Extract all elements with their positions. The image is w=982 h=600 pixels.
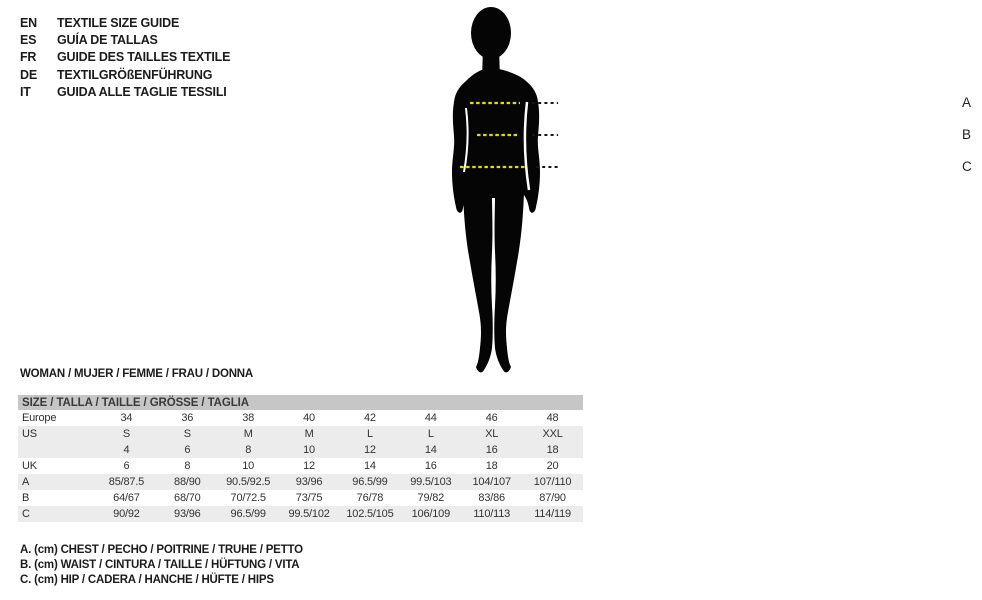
table-cell: 83/86: [478, 492, 505, 504]
table-row: [18, 474, 583, 490]
table-cell: 76/78: [356, 492, 384, 504]
table-cell: 106/109: [400, 506, 461, 522]
table-cell: 18: [522, 442, 583, 458]
table-cell: 8: [184, 460, 191, 472]
language-title: GUÍA DE TALLAS: [57, 32, 158, 47]
legend-line: B. (cm) WAIST / CINTURA / TAILLE / HÜFTUNG / VITA: [20, 558, 300, 571]
table-cell: 4: [96, 442, 157, 458]
table-cell: 10: [242, 460, 255, 472]
table-cell: 96.5/99: [218, 506, 279, 522]
table-cell: 36: [181, 412, 194, 424]
table-cell: 104/107: [461, 474, 522, 490]
table-cell: 102.5/105: [340, 506, 401, 522]
table-cell: 6: [123, 460, 130, 472]
table-cell: 14: [400, 442, 461, 458]
language-code: ES: [20, 32, 37, 47]
table-cell: 99.5/103: [400, 474, 461, 490]
legend-line: A. (cm) CHEST / PECHO / POITRINE / TRUHE / PETTO: [20, 544, 303, 556]
table-cell: 79/82: [417, 492, 445, 504]
table-cell: 90/92: [96, 506, 157, 522]
language-title: GUIDE DES TAILLES TEXTILE: [57, 50, 231, 65]
table-cell: 12: [303, 460, 315, 472]
table-row: [18, 442, 583, 458]
row-label: C: [18, 506, 96, 522]
silhouette-right-leg: [494, 192, 524, 372]
legend-line: C. (cm) HIP / CADERA / HANCHE / HÜFTE / HIPS: [20, 573, 274, 586]
woman-silhouette-graphic: [400, 0, 600, 390]
table-cell: M: [218, 426, 279, 442]
table-cell: 14: [364, 460, 376, 472]
table-cell: XL: [461, 426, 522, 442]
silhouette-torso: [452, 68, 540, 213]
silhouette-left-leg: [463, 192, 493, 372]
table-cell: L: [400, 426, 461, 442]
table-cell: 10: [279, 442, 340, 458]
table-cell: L: [340, 426, 401, 442]
section-title: WOMAN / MUJER / FEMME / FRAU / DONNA: [20, 368, 254, 380]
table-cell: 12: [340, 442, 401, 458]
row-label: Europe: [22, 412, 57, 424]
measure-label-c: C: [962, 159, 972, 174]
table-cell: 64/67: [113, 492, 140, 504]
table-cell: 93/96: [279, 474, 340, 490]
table-cell: 16: [424, 460, 437, 472]
table-cell: S: [157, 426, 218, 442]
table-header-row: [18, 395, 583, 410]
table-cell: 70/72.5: [230, 492, 266, 504]
table-row: [18, 490, 583, 506]
language-title: GUIDA ALLE TAGLIE TESSILI: [57, 84, 227, 99]
row-label: A: [18, 474, 96, 490]
language-row: [20, 14, 230, 31]
table-cell: 99.5/102: [279, 506, 340, 522]
table-cell: 87/90: [539, 492, 566, 504]
table-cell: 38: [242, 412, 255, 424]
table-row: [18, 426, 583, 442]
table-cell: 40: [303, 412, 315, 424]
table-cell: 42: [364, 412, 376, 424]
table-cell: 20: [546, 460, 559, 472]
table-cell: S: [96, 426, 157, 442]
table-cell: 34: [120, 412, 133, 424]
table-cell: 96.5/99: [340, 474, 401, 490]
language-row: [20, 83, 230, 100]
table-cell: 18: [485, 460, 498, 472]
table-cell: M: [279, 426, 340, 442]
table-header: SIZE / TALLA / TAILLE / GRÖSSE / TAGLIA: [18, 395, 583, 410]
table-cell: 110/113: [461, 506, 522, 522]
language-code: EN: [20, 15, 37, 30]
table-cell: 90.5/92.5: [218, 474, 279, 490]
table-cell: 73/75: [295, 492, 323, 504]
table-cell: 6: [157, 442, 218, 458]
table-row: [18, 410, 583, 426]
table-cell: 107/110: [522, 474, 583, 490]
language-row: [20, 49, 230, 66]
row-label: [18, 442, 96, 458]
table-cell: 16: [461, 442, 522, 458]
table-cell: 68/70: [174, 492, 201, 504]
size-table: [18, 395, 583, 522]
table-row: [18, 458, 583, 474]
table-cell: 85/87.5: [96, 474, 157, 490]
table-cell: 114/119: [522, 506, 583, 522]
language-code: DE: [20, 67, 37, 82]
measurement-legend: [20, 544, 303, 588]
table-cell: 93/96: [157, 506, 218, 522]
language-title: TEXTILGRÖßENFÜHRUNG: [57, 67, 213, 82]
row-label: US: [18, 426, 96, 442]
language-list: [20, 14, 230, 100]
table-row: [18, 506, 583, 522]
woman-silhouette-figure: [400, 0, 972, 390]
row-label: UK: [22, 460, 37, 472]
table-cell: 48: [546, 412, 559, 424]
language-code: FR: [20, 50, 37, 65]
table-cell: 8: [218, 442, 279, 458]
language-title: TEXTILE SIZE GUIDE: [57, 15, 180, 30]
language-row: [20, 66, 230, 83]
row-label: B: [22, 492, 30, 504]
measure-label-a: A: [962, 95, 972, 110]
measure-label-b: B: [962, 127, 972, 142]
table-cell: 88/90: [157, 474, 218, 490]
language-row: [20, 31, 230, 48]
table-cell: 46: [485, 412, 498, 424]
language-code: IT: [20, 84, 31, 99]
table-cell: 44: [424, 412, 437, 424]
table-cell: XXL: [522, 426, 583, 442]
